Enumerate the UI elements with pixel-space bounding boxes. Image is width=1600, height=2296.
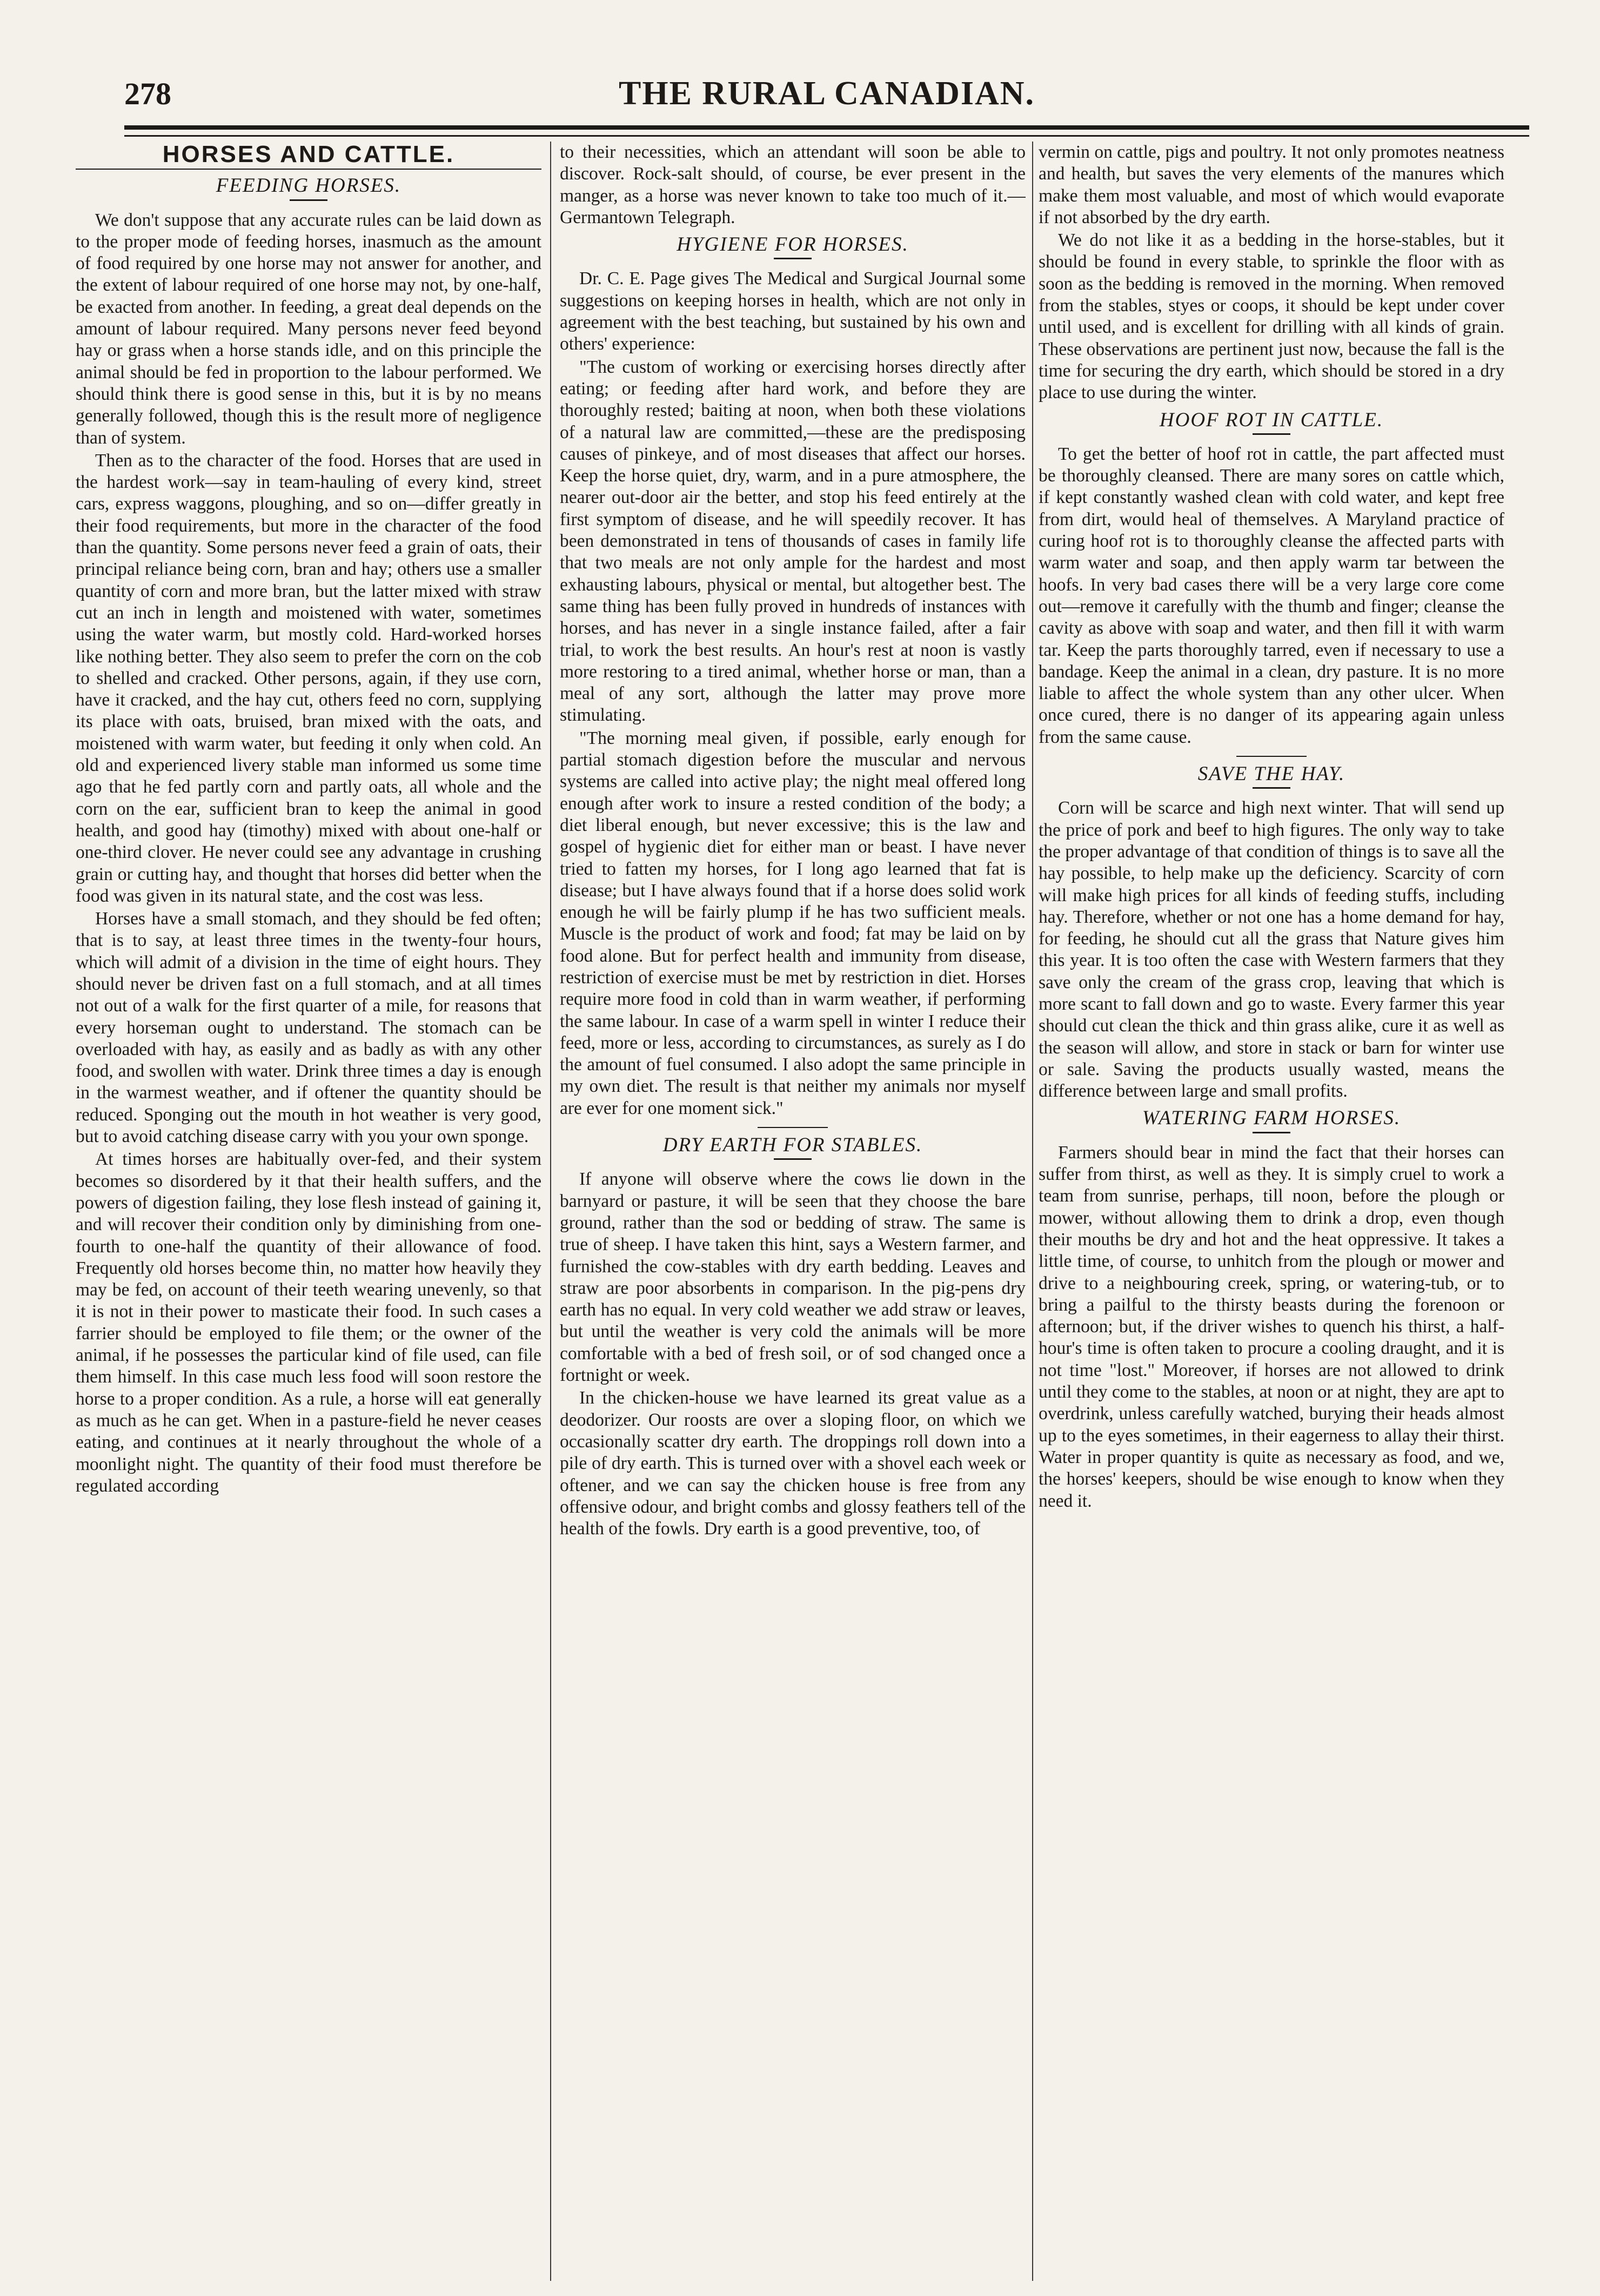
title-dash [290, 199, 327, 201]
paragraph: vermin on cattle, pigs and poultry. It not only promotes neatness and health, but saves the very elements of the manures which make them most valuable, and most of which would evaporate if not absorbed by the dry earth. [1039, 142, 1504, 227]
title-dash [1253, 1132, 1290, 1133]
paragraph: Horses have a small stomach, and they should be fed often; that is to say, at least three times in the twenty-four hours, which will admit of a division in the time of eight hours. They should never be driven fast on a full stomach, and at all times not out of a walk for the first quarter of a mile, for reasons that every horseman ought to understand. The stomach can be overloaded with hay, as easily and as badly as with any other food, and swollen with water. Drink three times a day is enough in the warmest weather, and if oftener the quantity should be reduced. Sponging out the mouth in hot weather is very good, but to avoid catching disease carry with you your own sponge. [76, 909, 541, 1147]
article-title-dry-earth: DRY EARTH FOR STABLES. [662, 1134, 923, 1157]
masthead-rule [124, 125, 1529, 130]
paragraph: Dr. C. E. Page gives The Medical and Surgical Journal some suggestions on keeping horses in health, which are not only in agreement with the best teaching, but sustained by his own and others' experience: [560, 268, 1026, 354]
paragraph: Then as to the character of the food. Horses that are used in the hardest work—say in team-hauling of every kind, street cars, express waggons, ploughing, and so on—differ greatly in their food requirements, but more in the character of the food than the quantity. Some persons never feed a grain of oats, their principal reliance being corn, bran and hay; others use a smaller quantity of corn and more bran, but the latter mixed with straw cut an inch in length and moistened with water, sometimes using the water warm, but mostly cold. Hard-worked horses like nothing better. They also seem to prefer the corn on the cob to shelled and cracked. Other persons, again, if they use corn, have it cracked, and the hay cut, others feed no corn, supplying its place with oats, bruised, bran mixed with the oats, and moistened with warm water, but feeding it only when cold. An old and experienced livery stable man informed us some time ago that he fed partly corn and partly oats, all whole and the corn on the ear, sufficient bran to keep the animal in good health, and good hay (timothy) mixed with about one-half or one-third clover. He never could see any advantage in crushing grain or cutting hay, and thought that horses did better when the food was given in its natural state, and the cost was less. [76, 450, 541, 906]
article-title-hygiene: HYGIENE FOR HORSES. [677, 233, 909, 256]
paragraph: "The custom of working or exercising horses directly after eating; or feeding after hard work, and before they are thoroughly rested; baiting at noon, when both these violations of a natural law are committed,—these are the predisposing causes of pinkeye, and of most diseases that affect our horses. Keep the horse quiet, dry, warm, and in a pure atmosphere, the nearer out-door air the better, and stop his feed entirely at the first symptom of disease, and he will speedily recover. It has been demonstrated in tens of thousands of cases in family life that two meals are not only ample for the hardest and most exhausting labours, physical or mental, but altogether best. The same thing has been fully proved in hundreds of instances with horses, and has never in a single instance failed, after a fair trial, to work the best results. An hour's rest at noon is vastly more restoring to a tired animal, whether horse or man, than a meal of any sort, although the latter may prove more stimulating. [560, 357, 1026, 726]
paragraph: Farmers should bear in mind the fact that their horses can suffer from thirst, as well as they. It is simply cruel to work a team from sunrise, perhaps, till noon, before the plough or mower, without allowing them to drink a drop, even though their mouths be dry and hot and the heat oppressive. It takes a little time, of course, to unhitch from the plough or mower and drive to a neighbouring creek, spring, or watering-tub, or to bring a pailful to the thirsty beasts during the forenoon or afternoon; but, if the driver wishes to quench his thirst, a half-hour's time is often taken to procure a cooling draught, and it is not time "lost." Moreover, if horses are not allowed to drink until they come to the stables, at noon or at night, they are apt to overdrink, unless carefully watched, burying their heads almost up to the eyes sometimes, in their eagerness to allay their thirst. Water in proper quantity is quite as necessary as food, and we, the horses' keepers, should be wise enough to know when they need it. [1039, 1142, 1504, 1511]
paragraph: We don't suppose that any accurate rules can be laid down as to the proper mode of feeding horses, inasmuch as the amount of food required by one horse may not answer for another, and the extent of labour required of one horse may not, by one-half, be exacted from another. In feeding, a great deal depends on the amount of labour required. Many persons never feed beyond hay or grass when a horse stands idle, and on this principle the animal should be fed in proportion to the labour performed. We should think there is good sense in this, but it is by no means generally followed, though this is the result more of negligence than of system. [76, 210, 541, 448]
masthead [124, 64, 1529, 112]
article-title-feeding-horses: FEEDING HORSES. [216, 174, 401, 197]
article-title-watering: WATERING FARM HORSES. [1142, 1107, 1401, 1130]
page-number: 278 [124, 76, 171, 111]
column-2 [560, 142, 1026, 2281]
title-dash [1253, 433, 1290, 435]
paragraph: In the chicken-house we have learned its great value as a deodorizer. Our roosts are over a sloping floor, on which we occasionally scatter dry earth. The droppings roll down into a pile of dry earth. This is turned over with a shovel each week or oftener, and we can say the chicken house is free from any offensive odour, and bright combs and glossy feathers tell of the health of the fowls. Dry earth is a good preventive, too, of [560, 1388, 1026, 1539]
article-separator [1236, 756, 1307, 757]
column-3 [1039, 142, 1504, 2281]
title-dash [1253, 787, 1290, 789]
paragraph: to their necessities, which an attendant will soon be able to discover. Rock-salt should, of course, be ever present in the manger, as a horse was never known to take too much of it.—Germantown Telegraph. [560, 142, 1026, 227]
section-rule [76, 169, 541, 170]
article-title-hoof-rot: HOOF ROT IN CATTLE. [1159, 408, 1384, 431]
paragraph: At times horses are habitually over-fed, and their system becomes so disordered by it that their health suffers, and the powers of digestion failing, they lose flesh instead of gaining it, and will recover their condition only by diminishing from one-fourth to one-half the quantity of their allowance of food. Frequently old horses become thin, no matter how heavily they may be fed, on account of their teeth wearing unevenly, so that it is not in their power to masticate their food. In such cases a farrier should be employed to file them; or the owner of the animal, if he possesses the particular kind of file used, can file them himself. In this case much less food will soon restore the horse to a proper condition. As a rule, a horse will eat generally as much as he can get. When in a pasture-field he never ceases eating, and continues at it nearly throughout the whole of a moonlight night. The quantity of their food must therefore be regulated according [76, 1149, 541, 1496]
column-divider [550, 142, 551, 2281]
column-1 [76, 142, 541, 2281]
publication-title: THE RURAL CANADIAN. [618, 75, 1035, 112]
paragraph: Corn will be scarce and high next winter. That will send up the price of pork and beef to high figures. The only way to take the proper advantage of that condition of things is to save all the hay possible, to help make up the deficiency. Scarcity of corn will make high prices for all kinds of feeding stuffs, including hay. Therefore, whether or not one has a home demand for hay, for feeding, he should cut all the grass that Nature gives him this year. It is too often the case with Western farmers that they save only the cream of the grass crop, leaving that which is more scant to fall down and go to waste. Every farmer this year should cut clean the thick and thin grass alike, cure it as well as the season will allow, and store in stack or barn for winter use or sale. Saving the products usually wasted, means the difference between large and small profits. [1039, 798, 1504, 1102]
masthead-rule-thin [124, 135, 1529, 137]
title-dash [774, 258, 812, 259]
title-dash [774, 1158, 812, 1160]
section-heading: HORSES AND CATTLE. [162, 142, 455, 167]
column-divider [1032, 142, 1033, 2281]
article-separator [758, 1127, 828, 1128]
paragraph: If anyone will observe where the cows lie down in the barnyard or pasture, it will be seen that they choose the bare ground, rather than the sod or bedding of straw. The same is true of sheep. I have taken this hint, says a Western farmer, and furnished the cow-stables with dry earth bedding. Leaves and straw are poor absorbents in comparison. In the pig-pens dry earth has no equal. In very cold weather we add straw or leaves, but until the weather is very cold the animals will be more comfortable with a bed of fresh soil, or of sod changed once a fortnight or week. [560, 1169, 1026, 1386]
paragraph: "The morning meal given, if possible, early enough for partial stomach digestion before the muscular and nervous systems are called into active play; the night meal offered long enough after work to insure a rested condition of the body; a diet liberal enough, but never excessive; this is the law and gospel of hygienic diet for either man or beast. I have never tried to fatten my horses, for I long ago learned that fat is disease; but I have always found that if a horse does solid work enough he will be fairly plump if he has two sufficient meals. Muscle is the product of work and food; fat may be laid on by food alone. But for perfect health and immunity from disease, restriction of exercise must be met by restriction in diet. Horses require more food in cold than in warm weather, if performing the same labour. In case of a warm spell in winter I reduce their feed, more or less, according to circumstances, as surely as I do the amount of fuel consumed. I also adopt the same principle in my own diet. The result is that neither my animals nor myself are ever for one moment sick." [560, 728, 1026, 1118]
paragraph: We do not like it as a bedding in the horse-stables, but it should be found in every stable, to sprinkle the floor with as soon as the bedding is removed in the morning. When removed from the stables, styes or coops, it should be kept under cover until used, and is excellent for drilling with all kinds of grain. These observations are pertinent just now, because the fall is the time for securing the dry earth, which should be stored in a dry place to use during the winter. [1039, 230, 1504, 403]
paragraph: To get the better of hoof rot in cattle, the part affected must be thoroughly cleansed. There are many sores on cattle which, if kept constantly washed clean with cold water, and kept free from dirt, would heal of themselves. A Maryland practice of curing hoof rot is to thoroughly cleanse the affected parts with warm water and soap, and then apply warm tar between the hoofs. In very bad cases there will be a very large core come out—remove it carefully with the thumb and finger; cleanse the cavity as above with soap and water, and then fill it with warm tar. Keep the parts thoroughly tarred, even if necessary to use a bandage. Keep the animal in a clean, dry pasture. It is no more liable to affect the whole system than any other ulcer. When once cured, there is no danger of its appearing again unless from the same cause. [1039, 444, 1504, 747]
article-title-save-hay: SAVE THE HAY. [1197, 763, 1345, 786]
